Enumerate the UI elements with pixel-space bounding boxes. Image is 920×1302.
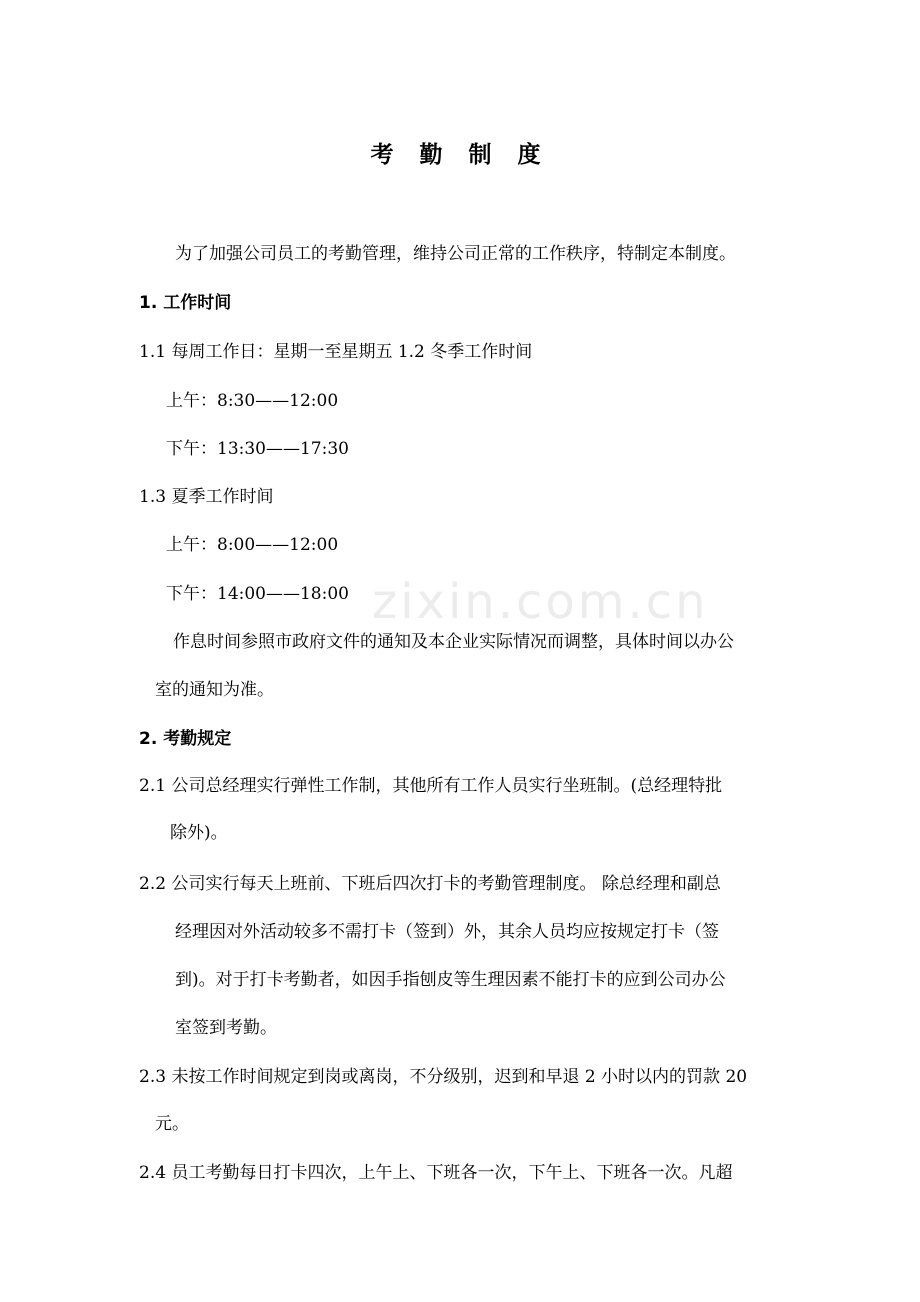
summer-hours-heading: 1.3 夏季工作时间 [139,487,274,507]
rule-2-1-line-2: 除外)。 [170,823,228,843]
watermark: zixin.com.cn [372,574,709,630]
intro-paragraph: 为了加强公司员工的考勤管理，维持公司正常的工作秩序，特制定本制度。 [175,244,736,264]
schedule-note-line-2: 室的通知为准。 [155,680,274,700]
winter-morning-hours: 上午：8:30——12:00 [166,391,339,411]
rule-2-2-line-4: 室签到考勤。 [175,1018,277,1038]
rule-2-1-line-1: 2.1 公司总经理实行弹性工作制，其他所有工作人员实行坐班制。(总经理特批 [139,776,723,796]
rule-2-3-line-1: 2.3 未按工作时间规定到岗或离岗，不分级别，迟到和早退 2 小时以内的罚款 20 [139,1067,748,1087]
summer-morning-hours: 上午：8:00——12:00 [166,535,339,555]
rule-2-2-line-1: 2.2 公司实行每天上班前、下班后四次打卡的考勤管理制度。 除总经理和副总 [139,874,721,894]
section-1-1-line: 1.1 每周工作日：星期一至星期五 1.2 冬季工作时间 [139,342,533,362]
document-title: 考 勤 制 度 [370,142,550,168]
section-1-heading: 1. 工作时间 [139,293,232,313]
winter-afternoon-hours: 下午：13:30——17:30 [166,439,349,459]
rule-2-2-line-2: 经理因对外活动较多不需打卡（签到）外，其余人员均应按规定打卡（签 [175,922,719,942]
section-2-heading: 2. 考勤规定 [139,729,232,749]
rule-2-3-line-2: 元。 [155,1114,189,1134]
schedule-note-line-1: 作息时间参照市政府文件的通知及本企业实际情况而调整，具体时间以办公 [173,632,734,652]
rule-2-4-line-1: 2.4 员工考勤每日打卡四次，上午上、下班各一次，下午上、下班各一次。凡超 [139,1163,733,1183]
rule-2-2-line-3: 到)。对于打卡考勤者，如因手指刨皮等生理因素不能打卡的应到公司办公 [175,970,726,990]
summer-afternoon-hours: 下午：14:00——18:00 [166,584,349,604]
